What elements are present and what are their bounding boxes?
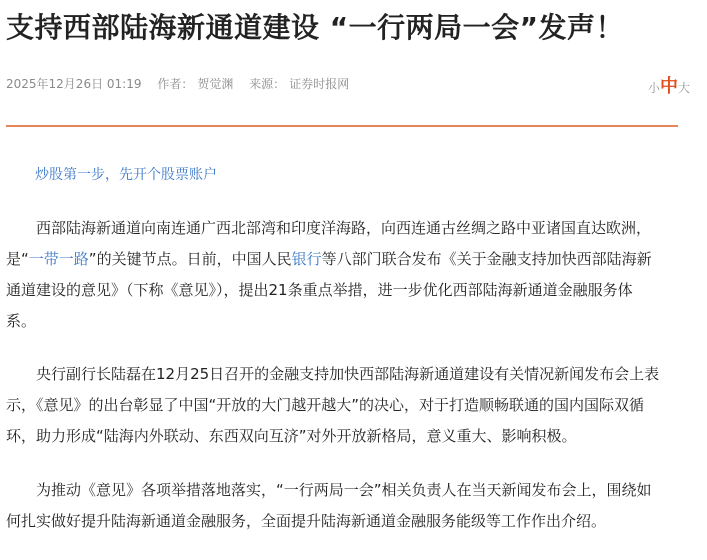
- paragraph-line: 何扎实做好提升陆海新通道金融服务，全面提升陆海新通道金融服务能级等工作作出介绍。: [6, 512, 607, 530]
- author-name: 贺觉渊: [197, 77, 234, 91]
- paragraph-line: 央行副行长陆磊在12月25日召开的金融支持加快西部陆海新通道建设有关情况新闻发布会上表: [36, 365, 660, 383]
- belt-and-road-link[interactable]: 一带一路: [28, 250, 89, 268]
- open-account-ad-link[interactable]: 炒股第一步，先开个股票账户: [35, 167, 217, 183]
- text-span: ”的关键节点。日前，中国人民: [88, 250, 292, 268]
- bank-link[interactable]: 银行: [291, 250, 322, 268]
- source-label: 来源：: [249, 77, 286, 91]
- paragraph-line: 西部陆海新通道向南连通广西北部湾和印度洋海路，向西连通古丝绸之路中亚诸国直达欧洲，: [36, 219, 652, 237]
- title-divider: [6, 125, 678, 127]
- author-label: 作者：: [157, 77, 194, 91]
- paragraph-line: 为推动《意见》各项举措落地落实，“一行两局一会”相关负责人在当天新闻发布会上，围绕如: [36, 481, 652, 499]
- paragraph-line: 通道建设的意见》（下称《意见》），提出21条重点举措，进一步优化西部陆海新通道金融服务体: [6, 281, 633, 299]
- text-span: 等八部门联合发布《关于金融支持加快西部陆海新: [321, 250, 652, 268]
- font-size-medium-button[interactable]: 中: [660, 76, 679, 97]
- article-title: 支持西部陆海新通道建设 “一行两局一会”发声！: [6, 11, 625, 44]
- paragraph-line: 系。: [6, 312, 37, 330]
- paragraph-line: 环，助力形成“陆海内外联动、东西双向互济”对外开放新格局，意义重大、影响积极。: [6, 427, 577, 445]
- font-size-large-button[interactable]: 大: [678, 81, 691, 95]
- paragraph-2: [6, 359, 672, 452]
- paragraph-line: [6, 244, 672, 275]
- paragraph-line: 示，《意见》的出台彰显了中国“开放的大门越开越大”的决心，对于打造顺畅联通的国内国际双循: [6, 396, 645, 414]
- font-size-small-button[interactable]: 小: [648, 81, 661, 95]
- paragraph-3: [6, 475, 672, 537]
- publish-datetime: 2025年12月26日 01:19: [6, 77, 142, 91]
- font-size-switcher: [648, 72, 690, 98]
- paragraph-1: [6, 213, 672, 337]
- source-name: 证券时报网: [289, 77, 350, 91]
- text-span: 是“: [6, 250, 29, 268]
- article-meta: [6, 75, 361, 92]
